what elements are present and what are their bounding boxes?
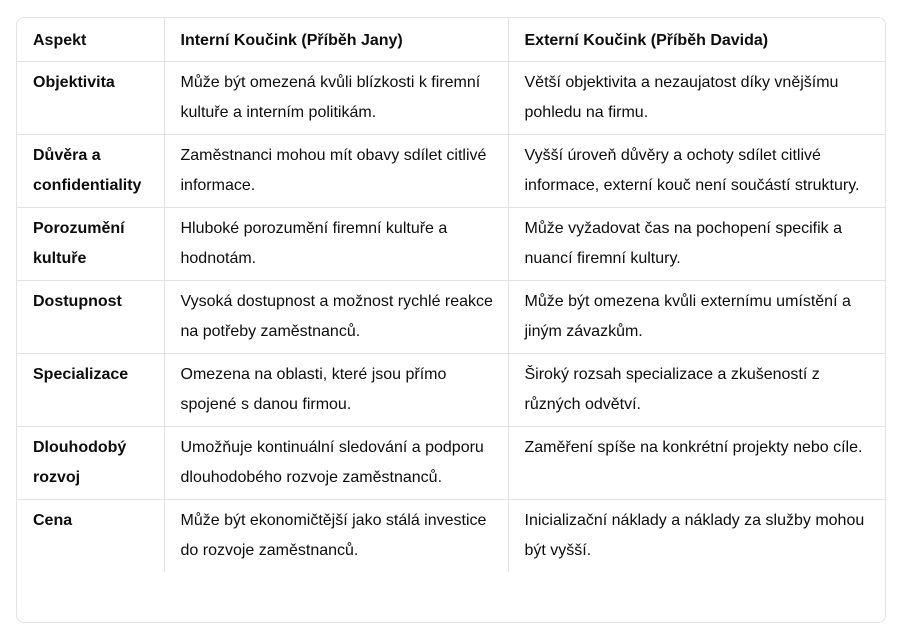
table-row <box>17 354 885 427</box>
row-aspect: Dlouhodobý rozvoj <box>17 427 164 500</box>
row-internal: Zaměstnanci mohou mít obavy sdílet citlivé informace. <box>164 135 508 208</box>
row-aspect: Dostupnost <box>17 281 164 354</box>
header-external-coaching: Externí Koučink (Příběh Davida) <box>508 18 885 62</box>
row-external: Vyšší úroveň důvěry a ochoty sdílet citlivé informace, externí kouč není součástí struktury. <box>508 135 885 208</box>
table-row <box>17 427 885 500</box>
row-aspect: Důvěra a confidentiality <box>17 135 164 208</box>
row-aspect: Porozumění kultuře <box>17 208 164 281</box>
row-aspect: Cena <box>17 500 164 573</box>
row-external: Inicializační náklady a náklady za služby mohou být vyšší. <box>524 512 865 559</box>
comparison-table <box>17 18 885 572</box>
header-internal-coaching: Interní Koučink (Příběh Jany) <box>164 18 508 62</box>
table-row <box>17 281 885 354</box>
row-external: Zaměření spíše na konkrétní projekty nebo cíle. <box>508 427 885 500</box>
row-external: Může vyžadovat čas na pochopení specifik a nuancí firemní kultury. <box>508 208 885 281</box>
comparison-table-container <box>16 17 886 623</box>
header-aspect: Aspekt <box>17 18 164 62</box>
row-internal: Vysoká dostupnost a možnost rychlé reakce na potřeby zaměstnanců. <box>164 281 508 354</box>
table-row <box>17 208 885 281</box>
row-internal: Může být omezená kvůli blízkosti k firemní kultuře a interním politikám. <box>164 62 508 135</box>
table-row <box>17 135 885 208</box>
row-external: Větší objektivita a nezaujatost díky vnějšímu pohledu na firmu. <box>508 62 885 135</box>
row-external: Široký rozsah specializace a zkušeností z různých odvětví. <box>508 354 885 427</box>
row-aspect: Objektivita <box>17 62 164 135</box>
row-internal: Umožňuje kontinuální sledování a podporu dlouhodobého rozvoje zaměstnanců. <box>164 427 508 500</box>
table-header-row <box>17 18 885 62</box>
row-internal: Hluboké porozumění firemní kultuře a hodnotám. <box>164 208 508 281</box>
row-internal: Může být ekonomičtější jako stálá investice do rozvoje zaměstnanců. <box>164 500 508 573</box>
table-row <box>17 62 885 135</box>
table-row <box>17 500 885 573</box>
row-aspect: Specializace <box>17 354 164 427</box>
row-internal: Omezena na oblasti, které jsou přímo spojené s danou firmou. <box>164 354 508 427</box>
row-external: Může být omezena kvůli externímu umístění a jiným závazkům. <box>508 281 885 354</box>
